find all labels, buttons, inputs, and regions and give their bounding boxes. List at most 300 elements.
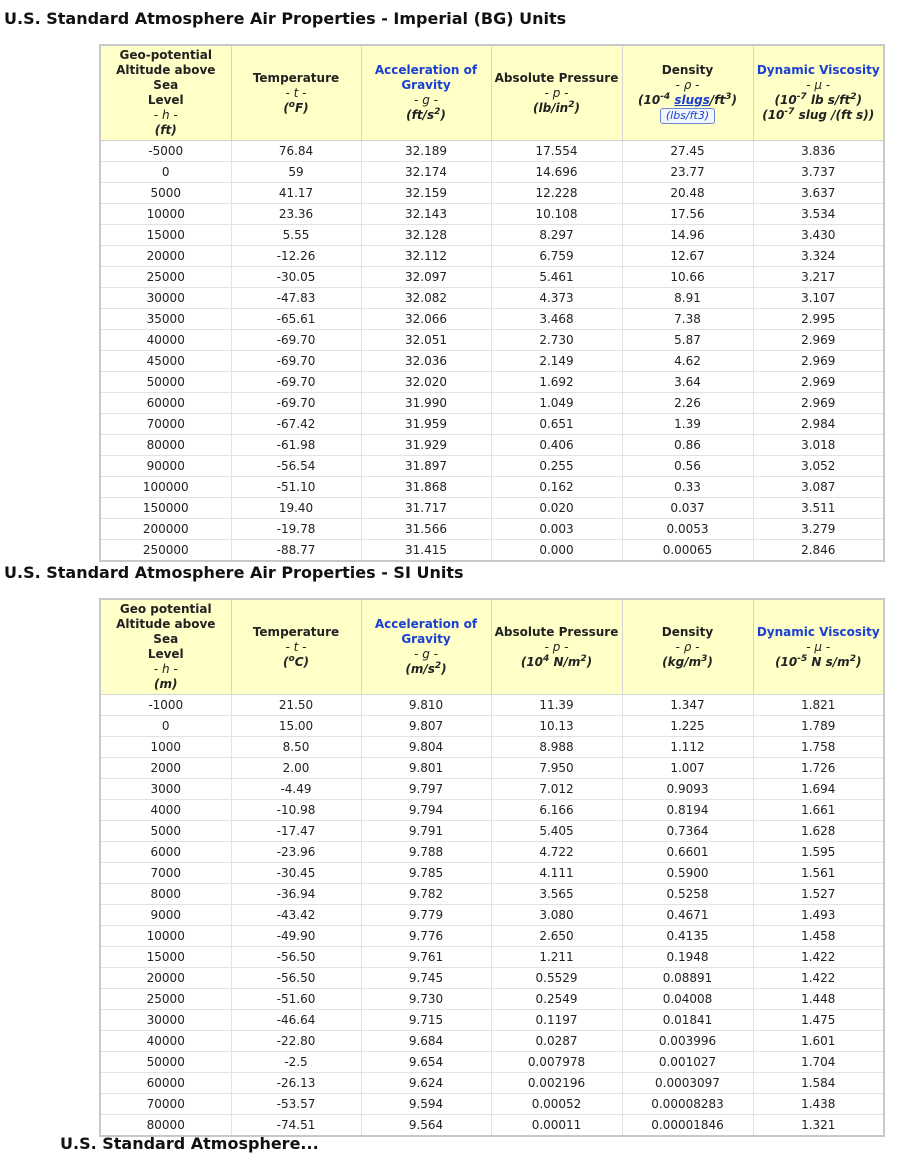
cell-density: 0.00065 [622, 540, 753, 562]
table-row [100, 884, 884, 905]
table-row [100, 351, 884, 372]
si-table [99, 598, 885, 1137]
cell-altitude: 30000 [100, 1010, 231, 1031]
cell-density: 0.7364 [622, 821, 753, 842]
si-header-row [100, 599, 884, 695]
cell-altitude: 30000 [100, 288, 231, 309]
table-row [100, 519, 884, 540]
cell-altitude: -1000 [100, 695, 231, 716]
table-row [100, 695, 884, 716]
imperial-temp-unit: ($^o$F) [283, 99, 309, 115]
cell-altitude: 3000 [100, 779, 231, 800]
cell-density: 20.48 [622, 183, 753, 204]
cell-altitude: 8000 [100, 884, 231, 905]
cell-temperature: 41.17 [231, 183, 361, 204]
next-section-title-fragment: U.S. Standard Atmosphere... [60, 1134, 319, 1153]
cell-altitude: -5000 [100, 141, 231, 162]
cell-viscosity: 1.726 [753, 758, 884, 779]
imperial-table-body [100, 141, 884, 562]
table-row [100, 141, 884, 162]
cell-viscosity: 1.475 [753, 1010, 884, 1031]
cell-temperature: 2.00 [231, 758, 361, 779]
cell-gravity: 32.174 [361, 162, 491, 183]
cell-temperature: -69.70 [231, 393, 361, 414]
cell-density: 0.4135 [622, 926, 753, 947]
cell-temperature: -49.90 [231, 926, 361, 947]
table-row [100, 246, 884, 267]
cell-viscosity: 1.493 [753, 905, 884, 926]
table-row [100, 926, 884, 947]
cell-temperature: -65.61 [231, 309, 361, 330]
cell-density: 2.26 [622, 393, 753, 414]
si-table-body [100, 695, 884, 1137]
cell-gravity: 9.730 [361, 989, 491, 1010]
cell-viscosity: 1.694 [753, 779, 884, 800]
cell-density: 1.112 [622, 737, 753, 758]
cell-pressure: 0.162 [491, 477, 622, 498]
cell-gravity: 9.715 [361, 1010, 491, 1031]
table-row [100, 779, 884, 800]
cell-temperature: -67.42 [231, 414, 361, 435]
cell-altitude: 20000 [100, 968, 231, 989]
cell-viscosity: 1.448 [753, 989, 884, 1010]
cell-gravity: 9.594 [361, 1094, 491, 1115]
cell-viscosity: 1.704 [753, 1052, 884, 1073]
cell-altitude: 5000 [100, 183, 231, 204]
cell-viscosity: 2.969 [753, 372, 884, 393]
cell-pressure: 4.111 [491, 863, 622, 884]
cell-altitude: 5000 [100, 821, 231, 842]
cell-altitude: 25000 [100, 267, 231, 288]
cell-pressure: 2.650 [491, 926, 622, 947]
cell-pressure: 1.211 [491, 947, 622, 968]
table-row [100, 758, 884, 779]
cell-pressure: 0.406 [491, 435, 622, 456]
cell-gravity: 32.097 [361, 267, 491, 288]
table-row [100, 183, 884, 204]
cell-viscosity: 3.511 [753, 498, 884, 519]
cell-temperature: -74.51 [231, 1115, 361, 1137]
cell-altitude: 35000 [100, 309, 231, 330]
cell-viscosity: 1.789 [753, 716, 884, 737]
cell-density: 0.4671 [622, 905, 753, 926]
cell-viscosity: 3.534 [753, 204, 884, 225]
table-row [100, 372, 884, 393]
cell-pressure: 0.007978 [491, 1052, 622, 1073]
cell-temperature: -36.94 [231, 884, 361, 905]
cell-pressure: 2.149 [491, 351, 622, 372]
cell-pressure: 3.468 [491, 309, 622, 330]
cell-pressure: 10.13 [491, 716, 622, 737]
table-row [100, 821, 884, 842]
table-row [100, 435, 884, 456]
cell-density: 0.001027 [622, 1052, 753, 1073]
si-header-gravity: Acceleration of Gravity - g - $(m/s^2)$ [361, 599, 491, 695]
cell-density: 0.86 [622, 435, 753, 456]
cell-pressure: 0.2549 [491, 989, 622, 1010]
cell-gravity: 9.745 [361, 968, 491, 989]
si-header-density: Density - ρ - $(kg/m^3)$ [622, 599, 753, 695]
cell-pressure: 0.020 [491, 498, 622, 519]
cell-density: 0.5258 [622, 884, 753, 905]
cell-gravity: 9.810 [361, 695, 491, 716]
cell-viscosity: 3.217 [753, 267, 884, 288]
cell-viscosity: 1.458 [753, 926, 884, 947]
cell-viscosity: 1.438 [753, 1094, 884, 1115]
cell-altitude: 50000 [100, 1052, 231, 1073]
cell-viscosity: 1.561 [753, 863, 884, 884]
cell-viscosity: 3.737 [753, 162, 884, 183]
cell-pressure: 14.696 [491, 162, 622, 183]
cell-gravity: 32.128 [361, 225, 491, 246]
cell-pressure: 2.730 [491, 330, 622, 351]
cell-pressure: 0.5529 [491, 968, 622, 989]
cell-viscosity: 2.969 [753, 351, 884, 372]
table-row [100, 477, 884, 498]
table-row [100, 540, 884, 562]
table-row [100, 842, 884, 863]
cell-density: 23.77 [622, 162, 753, 183]
cell-density: 0.9093 [622, 779, 753, 800]
cell-temperature: -2.5 [231, 1052, 361, 1073]
cell-gravity: 31.868 [361, 477, 491, 498]
cell-temperature: -43.42 [231, 905, 361, 926]
si-header-temperature: Temperature - t - ($^o$C) [231, 599, 361, 695]
cell-temperature: -61.98 [231, 435, 361, 456]
cell-temperature: -69.70 [231, 330, 361, 351]
cell-gravity: 9.801 [361, 758, 491, 779]
cell-gravity: 31.566 [361, 519, 491, 540]
cell-altitude: 90000 [100, 456, 231, 477]
cell-altitude: 7000 [100, 863, 231, 884]
imperial-header-gravity: Acceleration of Gravity - g - $(ft/s^2)$ [361, 45, 491, 141]
cell-gravity: 9.788 [361, 842, 491, 863]
cell-density: 10.66 [622, 267, 753, 288]
si-title: U.S. Standard Atmosphere Air Properties - SI Units [4, 563, 464, 582]
imperial-title: U.S. Standard Atmosphere Air Properties - Imperial (BG) Units [4, 9, 567, 28]
cell-gravity: 9.654 [361, 1052, 491, 1073]
table-row [100, 1052, 884, 1073]
cell-viscosity: 1.821 [753, 695, 884, 716]
cell-density: 1.225 [622, 716, 753, 737]
density-unit-link[interactable]: ($10^{-4}$ slugs/$ft^3$) [638, 91, 737, 107]
cell-altitude: 250000 [100, 540, 231, 562]
table-row [100, 905, 884, 926]
cell-density: 0.08891 [622, 968, 753, 989]
cell-temperature: -69.70 [231, 351, 361, 372]
cell-temperature: -23.96 [231, 842, 361, 863]
cell-density: 7.38 [622, 309, 753, 330]
table-row [100, 1010, 884, 1031]
table-row [100, 414, 884, 435]
imperial-header-pressure: Absolute Pressure - p - $(lb/in^2)$ [491, 45, 622, 141]
cell-gravity: 9.761 [361, 947, 491, 968]
cell-viscosity: 2.969 [753, 393, 884, 414]
cell-temperature: -88.77 [231, 540, 361, 562]
cell-gravity: 9.794 [361, 800, 491, 821]
cell-pressure: 1.049 [491, 393, 622, 414]
cell-gravity: 31.897 [361, 456, 491, 477]
cell-temperature: -30.05 [231, 267, 361, 288]
cell-viscosity: 1.321 [753, 1115, 884, 1137]
cell-pressure: 6.759 [491, 246, 622, 267]
cell-viscosity: 3.279 [753, 519, 884, 540]
cell-altitude: 50000 [100, 372, 231, 393]
cell-gravity: 32.020 [361, 372, 491, 393]
table-row [100, 393, 884, 414]
cell-density: 27.45 [622, 141, 753, 162]
cell-density: 14.96 [622, 225, 753, 246]
cell-pressure: 0.000 [491, 540, 622, 562]
cell-gravity: 9.776 [361, 926, 491, 947]
cell-altitude: 70000 [100, 1094, 231, 1115]
cell-gravity: 31.959 [361, 414, 491, 435]
cell-pressure: 10.108 [491, 204, 622, 225]
cell-temperature: -51.10 [231, 477, 361, 498]
cell-altitude: 1000 [100, 737, 231, 758]
cell-density: 0.33 [622, 477, 753, 498]
cell-pressure: 4.373 [491, 288, 622, 309]
cell-altitude: 15000 [100, 947, 231, 968]
cell-pressure: 12.228 [491, 183, 622, 204]
table-row [100, 737, 884, 758]
table-row [100, 225, 884, 246]
cell-density: 1.347 [622, 695, 753, 716]
table-row [100, 309, 884, 330]
cell-altitude: 4000 [100, 800, 231, 821]
cell-temperature: 59 [231, 162, 361, 183]
cell-temperature: -51.60 [231, 989, 361, 1010]
cell-pressure: 3.565 [491, 884, 622, 905]
cell-viscosity: 1.661 [753, 800, 884, 821]
cell-density: 0.8194 [622, 800, 753, 821]
cell-gravity: 32.051 [361, 330, 491, 351]
cell-viscosity: 1.628 [753, 821, 884, 842]
cell-altitude: 10000 [100, 926, 231, 947]
cell-pressure: 4.722 [491, 842, 622, 863]
cell-gravity: 9.807 [361, 716, 491, 737]
cell-density: 5.87 [622, 330, 753, 351]
cell-viscosity: 1.527 [753, 884, 884, 905]
cell-pressure: 5.405 [491, 821, 622, 842]
cell-density: 0.6601 [622, 842, 753, 863]
cell-density: 4.62 [622, 351, 753, 372]
cell-gravity: 9.785 [361, 863, 491, 884]
table-row [100, 989, 884, 1010]
cell-altitude: 25000 [100, 989, 231, 1010]
cell-density: 0.04008 [622, 989, 753, 1010]
cell-pressure: 17.554 [491, 141, 622, 162]
imperial-table [99, 44, 885, 562]
cell-viscosity: 3.324 [753, 246, 884, 267]
cell-gravity: 32.189 [361, 141, 491, 162]
cell-density: 0.01841 [622, 1010, 753, 1031]
si-header-altitude: Geo potential Altitude above Sea Level - h - (m) [100, 599, 231, 695]
cell-altitude: 60000 [100, 1073, 231, 1094]
cell-density: 8.91 [622, 288, 753, 309]
cell-pressure: 0.00011 [491, 1115, 622, 1137]
cell-temperature: -53.57 [231, 1094, 361, 1115]
cell-density: 0.003996 [622, 1031, 753, 1052]
cell-altitude: 40000 [100, 1031, 231, 1052]
table-row [100, 863, 884, 884]
imperial-header-density: Density - ρ - ($10^{-4}$ slugs/$ft^3$) (lbs/ft3) [622, 45, 753, 141]
cell-pressure: 0.651 [491, 414, 622, 435]
table-row [100, 267, 884, 288]
table-row [100, 498, 884, 519]
cell-gravity: 9.797 [361, 779, 491, 800]
cell-temperature: 8.50 [231, 737, 361, 758]
cell-temperature: -4.49 [231, 779, 361, 800]
cell-viscosity: 3.107 [753, 288, 884, 309]
cell-altitude: 100000 [100, 477, 231, 498]
cell-density: 17.56 [622, 204, 753, 225]
density-lbs-ft3-button[interactable]: (lbs/ft3) [660, 108, 715, 124]
imperial-header-temperature: Temperature - t - ($^o$F) [231, 45, 361, 141]
cell-pressure: 8.988 [491, 737, 622, 758]
cell-density: 0.00008283 [622, 1094, 753, 1115]
cell-density: 1.007 [622, 758, 753, 779]
table-row [100, 1115, 884, 1137]
cell-temperature: -69.70 [231, 372, 361, 393]
cell-density: 0.00001846 [622, 1115, 753, 1137]
cell-pressure: 11.39 [491, 695, 622, 716]
cell-temperature: -46.64 [231, 1010, 361, 1031]
cell-pressure: 0.002196 [491, 1073, 622, 1094]
cell-altitude: 6000 [100, 842, 231, 863]
cell-temperature: 21.50 [231, 695, 361, 716]
cell-density: 0.1948 [622, 947, 753, 968]
cell-gravity: 9.564 [361, 1115, 491, 1137]
cell-density: 0.0053 [622, 519, 753, 540]
cell-gravity: 32.159 [361, 183, 491, 204]
cell-viscosity: 2.984 [753, 414, 884, 435]
cell-density: 1.39 [622, 414, 753, 435]
cell-viscosity: 3.018 [753, 435, 884, 456]
cell-pressure: 1.692 [491, 372, 622, 393]
cell-altitude: 0 [100, 716, 231, 737]
cell-pressure: 7.950 [491, 758, 622, 779]
cell-temperature: 5.55 [231, 225, 361, 246]
si-header-viscosity: Dynamic Viscosity - μ - ($10^{-5}$ N $s/m^2$) [753, 599, 884, 695]
imperial-header-viscosity: Dynamic Viscosity - μ - ($10^{-7}$ lb $s/ft^2$) ($10^{-7}$ slug /(ft s)) [753, 45, 884, 141]
table-row [100, 162, 884, 183]
cell-pressure: 0.003 [491, 519, 622, 540]
cell-viscosity: 2.969 [753, 330, 884, 351]
cell-altitude: 2000 [100, 758, 231, 779]
imperial-header-altitude: Geo-potential Altitude above Sea Level - h - (ft) [100, 45, 231, 141]
table-row [100, 1094, 884, 1115]
cell-gravity: 9.779 [361, 905, 491, 926]
cell-gravity: 31.415 [361, 540, 491, 562]
cell-density: 3.64 [622, 372, 753, 393]
cell-gravity: 31.929 [361, 435, 491, 456]
table-row [100, 800, 884, 821]
cell-viscosity: 1.595 [753, 842, 884, 863]
table-row [100, 330, 884, 351]
cell-viscosity: 1.601 [753, 1031, 884, 1052]
cell-pressure: 0.1197 [491, 1010, 622, 1031]
cell-viscosity: 3.836 [753, 141, 884, 162]
cell-gravity: 9.684 [361, 1031, 491, 1052]
cell-altitude: 80000 [100, 1115, 231, 1137]
table-row [100, 204, 884, 225]
cell-viscosity: 3.637 [753, 183, 884, 204]
cell-altitude: 150000 [100, 498, 231, 519]
cell-temperature: -22.80 [231, 1031, 361, 1052]
cell-altitude: 200000 [100, 519, 231, 540]
cell-temperature: -10.98 [231, 800, 361, 821]
cell-density: 0.5900 [622, 863, 753, 884]
cell-pressure: 0.255 [491, 456, 622, 477]
cell-gravity: 32.036 [361, 351, 491, 372]
cell-temperature: -12.26 [231, 246, 361, 267]
cell-viscosity: 3.087 [753, 477, 884, 498]
cell-density: 0.0003097 [622, 1073, 753, 1094]
cell-pressure: 5.461 [491, 267, 622, 288]
cell-gravity: 32.066 [361, 309, 491, 330]
cell-density: 0.037 [622, 498, 753, 519]
cell-temperature: -56.50 [231, 968, 361, 989]
table-row [100, 968, 884, 989]
cell-altitude: 40000 [100, 330, 231, 351]
imperial-header-row [100, 45, 884, 141]
cell-altitude: 70000 [100, 414, 231, 435]
table-row [100, 947, 884, 968]
cell-viscosity: 1.584 [753, 1073, 884, 1094]
cell-gravity: 32.143 [361, 204, 491, 225]
cell-gravity: 9.782 [361, 884, 491, 905]
cell-viscosity: 1.422 [753, 968, 884, 989]
cell-viscosity: 3.052 [753, 456, 884, 477]
cell-pressure: 6.166 [491, 800, 622, 821]
cell-temperature: -19.78 [231, 519, 361, 540]
table-row [100, 456, 884, 477]
cell-temperature: -30.45 [231, 863, 361, 884]
table-row [100, 1073, 884, 1094]
cell-temperature: -56.54 [231, 456, 361, 477]
cell-gravity: 32.112 [361, 246, 491, 267]
cell-pressure: 8.297 [491, 225, 622, 246]
si-header-pressure: Absolute Pressure - p - ($10^4$ $N/m^2$) [491, 599, 622, 695]
cell-viscosity: 2.846 [753, 540, 884, 562]
cell-altitude: 10000 [100, 204, 231, 225]
cell-density: 0.56 [622, 456, 753, 477]
cell-altitude: 0 [100, 162, 231, 183]
table-row [100, 716, 884, 737]
cell-gravity: 31.717 [361, 498, 491, 519]
cell-altitude: 45000 [100, 351, 231, 372]
cell-gravity: 32.082 [361, 288, 491, 309]
table-row [100, 288, 884, 309]
cell-viscosity: 1.422 [753, 947, 884, 968]
cell-viscosity: 1.758 [753, 737, 884, 758]
cell-pressure: 3.080 [491, 905, 622, 926]
cell-altitude: 9000 [100, 905, 231, 926]
cell-temperature: -56.50 [231, 947, 361, 968]
table-row [100, 1031, 884, 1052]
cell-gravity: 9.804 [361, 737, 491, 758]
cell-temperature: -47.83 [231, 288, 361, 309]
cell-temperature: 15.00 [231, 716, 361, 737]
cell-pressure: 0.00052 [491, 1094, 622, 1115]
cell-density: 12.67 [622, 246, 753, 267]
cell-gravity: 9.791 [361, 821, 491, 842]
cell-altitude: 20000 [100, 246, 231, 267]
cell-temperature: -17.47 [231, 821, 361, 842]
cell-pressure: 7.012 [491, 779, 622, 800]
cell-altitude: 80000 [100, 435, 231, 456]
